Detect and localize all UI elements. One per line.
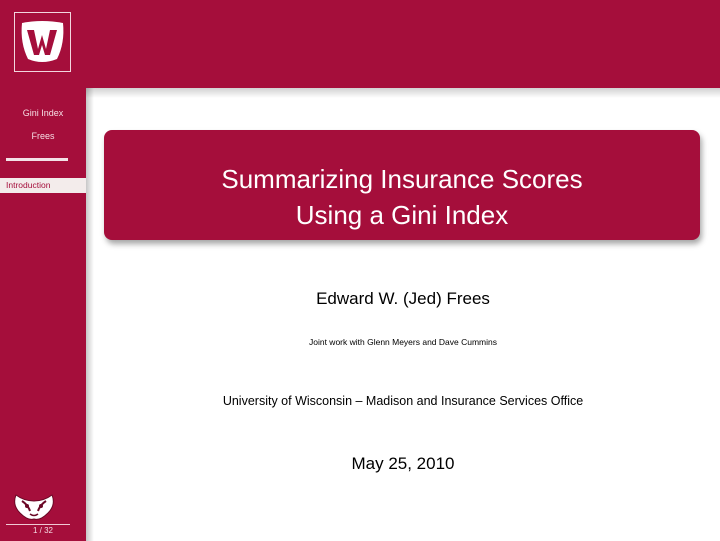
badger-icon bbox=[10, 491, 58, 521]
nav-item-gini-index[interactable]: Gini Index bbox=[22, 108, 64, 118]
page-number: 1 / 32 bbox=[32, 526, 53, 535]
header-shadow bbox=[86, 88, 720, 98]
nav-item-frees[interactable]: Frees bbox=[31, 131, 55, 141]
affiliation: University of Wisconsin – Madison and Insurance Services Office bbox=[222, 394, 584, 408]
date: May 25, 2010 bbox=[351, 454, 455, 473]
nav-item-introduction[interactable] bbox=[0, 178, 86, 193]
title-line-2: Using a Gini Index bbox=[295, 200, 509, 230]
coauthors: Joint work with Glenn Meyers and Dave Cummins bbox=[308, 337, 497, 347]
header-band bbox=[0, 0, 720, 88]
nav-divider bbox=[6, 158, 68, 161]
nav-item-introduction-label: Introduction bbox=[6, 180, 51, 190]
sidebar bbox=[0, 0, 86, 541]
title-block bbox=[104, 130, 700, 240]
w-crest-icon bbox=[19, 19, 66, 65]
page-line bbox=[6, 524, 70, 525]
title-line-1: Summarizing Insurance Scores bbox=[221, 164, 583, 194]
university-logo[interactable] bbox=[14, 12, 71, 72]
author: Edward W. (Jed) Frees bbox=[316, 289, 490, 308]
